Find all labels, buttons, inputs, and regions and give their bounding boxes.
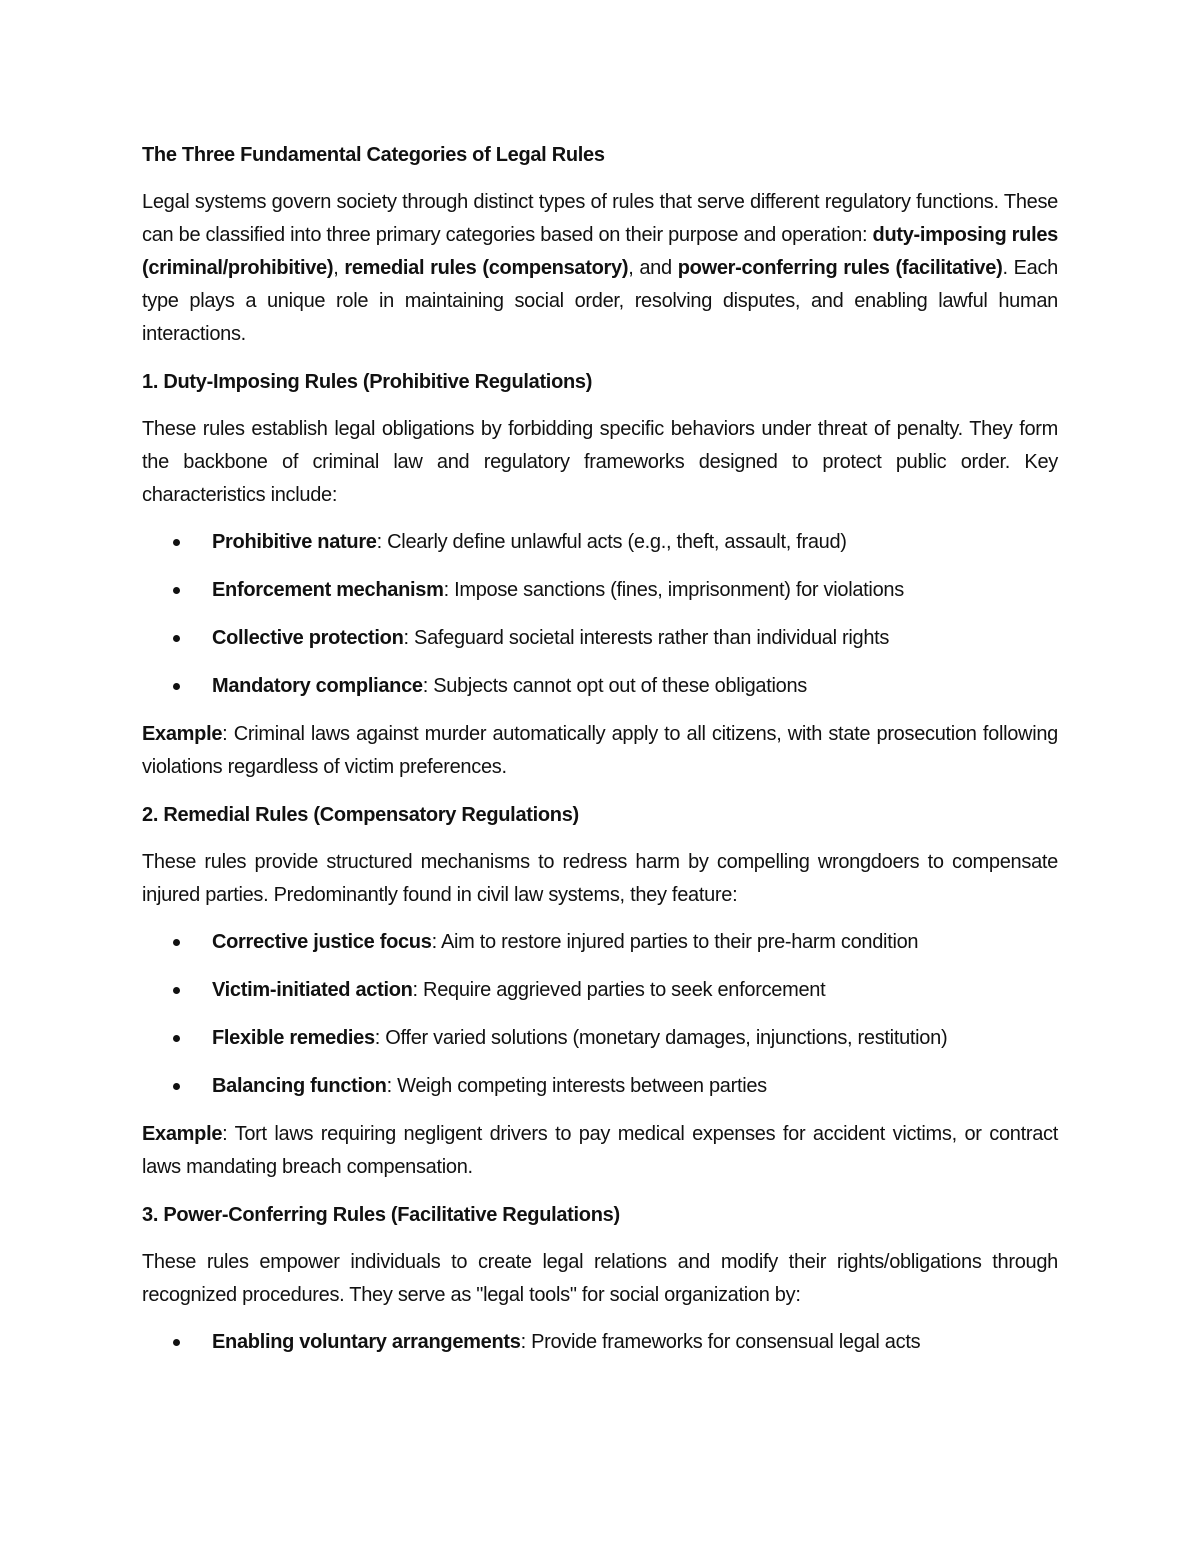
section-3-bullet-list — [142, 1326, 1058, 1359]
bullet-text: : Safeguard societal interests rather than individual rights — [403, 627, 890, 649]
example-text: : Tort laws requiring negligent drivers to pay medical expenses for accident victims, or contract laws mandating breach compensation. — [142, 1123, 1058, 1178]
bullet-term: Victim-initiated action — [212, 979, 413, 1001]
bullet-icon — [173, 539, 180, 546]
bullet-term: Balancing function — [212, 1075, 387, 1097]
section-2-example — [142, 1118, 1058, 1184]
bullet-term: Corrective justice focus — [212, 931, 432, 953]
list-item — [142, 622, 1058, 655]
section-3-heading: 3. Power-Conferring Rules (Facilitative Regulations) — [142, 1204, 620, 1226]
intro-bold-1: duty-imposing rules (criminal/prohibitive) — [142, 224, 1058, 279]
bullet-term: Enabling voluntary arrangements — [212, 1331, 521, 1353]
bullet-term: Flexible remedies — [212, 1027, 375, 1049]
bullet-icon — [173, 587, 180, 594]
list-item — [142, 1326, 1058, 1359]
document-page — [142, 138, 1058, 1374]
example-label: Example — [142, 1123, 223, 1145]
bullet-text: : Require aggrieved parties to seek enforcement — [412, 979, 826, 1001]
example-label: Example — [142, 723, 223, 745]
section-3-paragraph: These rules empower individuals to create legal relations and modify their rights/obligations through recognized procedures. They serve as "legal tools" for social organization by: — [142, 1251, 1058, 1306]
intro-text-4: . Each type plays a unique role in maintaining social order, resolving disputes, and enabling lawful human interactions. — [142, 257, 1059, 345]
list-item — [142, 1070, 1058, 1103]
bullet-icon — [173, 635, 180, 642]
list-item — [142, 574, 1058, 607]
bullet-icon — [173, 987, 180, 994]
document-title: The Three Fundamental Categories of Legal Rules — [142, 144, 605, 166]
bullet-icon — [173, 1035, 180, 1042]
intro-bold-3: power-conferring rules (facilitative) — [677, 257, 1003, 279]
example-text: : Criminal laws against murder automatically apply to all citizens, with state prosecution following violations regardless of victim preferences. — [142, 723, 1058, 778]
intro-text-1: Legal systems govern society through distinct types of rules that serve different regulatory functions. These can be classified into three primary categories based on their purpose and operation: — [142, 191, 1058, 246]
section-1-bullet-list — [142, 526, 1058, 703]
bullet-term: Collective protection — [212, 627, 404, 649]
intro-text-3: , and — [628, 257, 678, 279]
bullet-text: : Provide frameworks for consensual legal acts — [520, 1331, 921, 1353]
list-item — [142, 526, 1058, 559]
bullet-text: : Subjects cannot opt out of these obligations — [422, 675, 807, 697]
bullet-icon — [173, 939, 180, 946]
section-1-example — [142, 718, 1058, 784]
list-item — [142, 670, 1058, 703]
bullet-icon — [173, 1339, 180, 1346]
bullet-icon — [173, 1083, 180, 1090]
list-item — [142, 1022, 1058, 1055]
bullet-text: : Aim to restore injured parties to their pre-harm condition — [431, 931, 919, 953]
list-item — [142, 926, 1058, 959]
bullet-term: Enforcement mechanism — [212, 579, 444, 601]
bullet-text: : Weigh competing interests between parties — [386, 1075, 767, 1097]
section-2-paragraph: These rules provide structured mechanisms to redress harm by compelling wrongdoers to compensate injured parties. Predominantly found in civil law systems, they feature: — [142, 851, 1058, 906]
section-2-bullet-list — [142, 926, 1058, 1103]
section-2-heading: 2. Remedial Rules (Compensatory Regulations) — [142, 804, 579, 826]
section-1-heading: 1. Duty-Imposing Rules (Prohibitive Regulations) — [142, 371, 593, 393]
intro-text-2: , — [333, 257, 345, 279]
intro-paragraph — [142, 186, 1058, 351]
section-1-paragraph: These rules establish legal obligations by forbidding specific behaviors under threat of penalty. They form the backbone of criminal law and regulatory frameworks designed to protect public order. Key characteristics include: — [142, 418, 1058, 506]
list-item — [142, 974, 1058, 1007]
bullet-text: : Impose sanctions (fines, imprisonment) for violations — [443, 579, 904, 601]
bullet-text: : Offer varied solutions (monetary damages, injunctions, restitution) — [374, 1027, 948, 1049]
bullet-text: : Clearly define unlawful acts (e.g., theft, assault, fraud) — [376, 531, 847, 553]
bullet-term: Prohibitive nature — [212, 531, 377, 553]
bullet-icon — [173, 683, 180, 690]
bullet-term: Mandatory compliance — [212, 675, 423, 697]
intro-bold-2: remedial rules (compensatory) — [344, 257, 629, 279]
